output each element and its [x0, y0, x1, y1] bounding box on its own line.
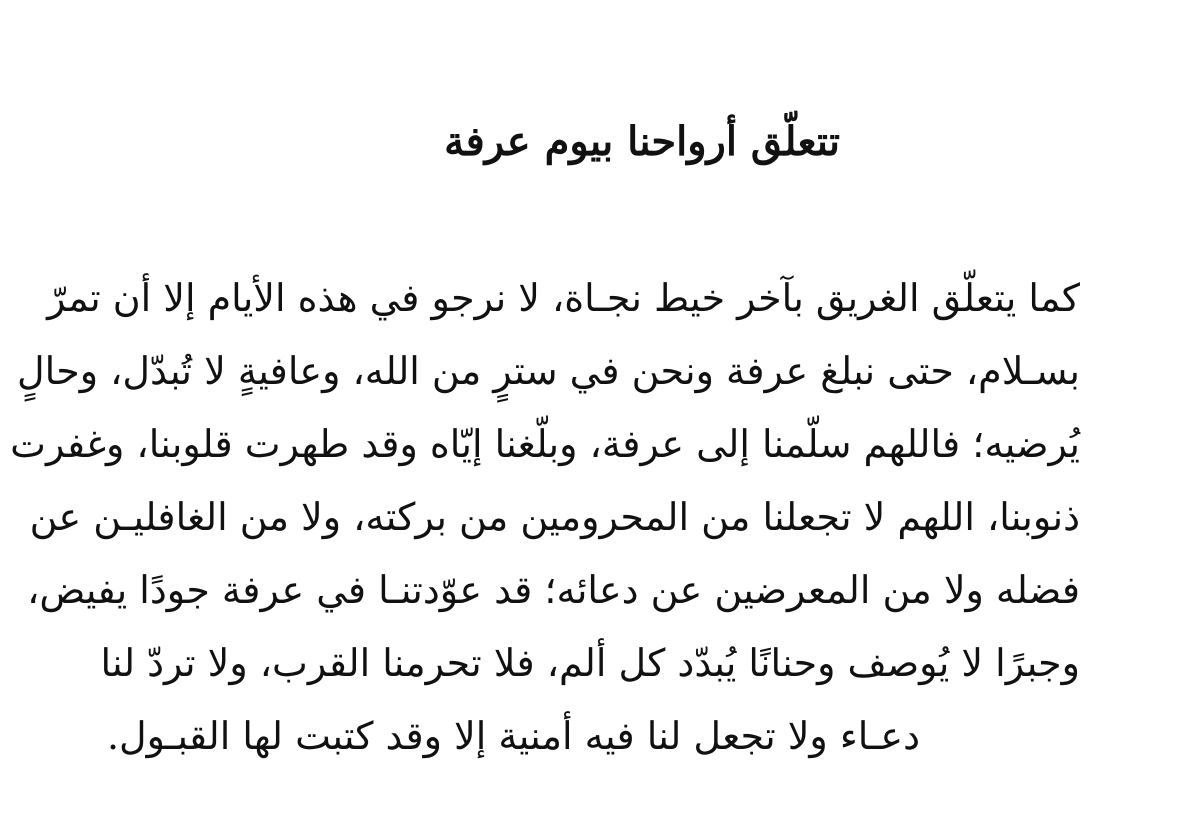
paragraph-line: دعـاء ولا تجعل لنا فيه أمنية إلا وقد كتبت لها القبـول.: [106, 714, 920, 758]
paragraph-line: يُرضيه؛ فاللهم سلّمنا إلى عرفة، وبلّغنا إيّاه وقد طهرت قلوبنا، وغفرت: [10, 422, 1080, 466]
paragraph-line: وجبرًا لا يُوصف وحنانًا يُبدّد كل ألم، فلا تحرمنا القرب، ولا تردّ لنا: [100, 641, 1080, 685]
body-paragraph: [10, 262, 1080, 773]
paragraph-line: فضله ولا من المعرضين عن دعائه؛ قد عوّدتنـا في عرفة جودًا يفيض،: [27, 568, 1080, 612]
paragraph-line: ذنوبنا، اللهم لا تجعلنا من المحرومين من بركته، ولا من الغافليـن عن: [29, 495, 1080, 539]
page-title: تتعلّق أرواحنا بيوم عرفة: [444, 118, 840, 165]
paragraph-line: كما يتعلّق الغريق بآخر خيط نجـاة، لا نرجو في هذه الأيام إلا أن تمرّ: [47, 276, 1080, 320]
paragraph-line: بسـلام، حتى نبلغ عرفة ونحن في سترٍ من الله، وعافيةٍ لا تُبدّل، وحالٍ: [17, 349, 1080, 393]
